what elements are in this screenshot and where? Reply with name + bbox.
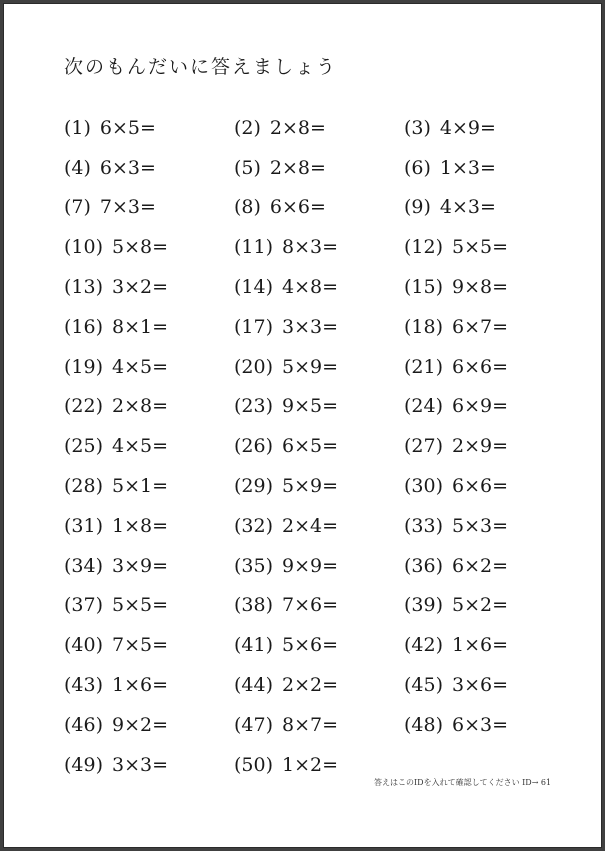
problem-number: (50) — [234, 753, 274, 776]
problem-expression: 5×8= — [112, 236, 169, 259]
problem-item — [234, 634, 404, 656]
problem-row — [64, 148, 584, 188]
problem-expression: 9×2= — [112, 713, 169, 736]
problem-item — [64, 594, 234, 616]
problem-item — [64, 475, 234, 497]
problem-expression: 3×6= — [452, 674, 509, 697]
problem-expression: 3×2= — [112, 276, 169, 299]
problem-item — [64, 515, 234, 537]
problem-item — [404, 634, 574, 656]
problem-item — [234, 754, 404, 776]
problem-item — [64, 634, 234, 656]
problem-item — [404, 196, 574, 218]
problem-expression: 1×2= — [282, 753, 339, 776]
problem-number: (8) — [234, 196, 261, 219]
problem-item — [234, 714, 404, 736]
problem-item — [64, 196, 234, 218]
problem-number: (12) — [404, 236, 444, 259]
problem-item — [64, 395, 234, 417]
problem-grid — [64, 108, 584, 785]
problem-number: (17) — [234, 315, 274, 338]
problem-number: (48) — [404, 713, 444, 736]
problem-expression: 8×7= — [282, 713, 339, 736]
problem-number: (11) — [234, 236, 274, 259]
problem-expression: 6×6= — [452, 355, 509, 378]
problem-row — [64, 546, 584, 586]
problem-number: (26) — [234, 435, 274, 458]
problem-number: (40) — [64, 634, 104, 657]
problem-number: (3) — [404, 116, 431, 139]
problem-number: (24) — [404, 395, 444, 418]
problem-number: (13) — [64, 276, 104, 299]
problem-expression: 7×6= — [282, 594, 339, 617]
problem-item — [404, 395, 574, 417]
problem-expression: 9×9= — [282, 554, 339, 577]
problem-item — [234, 236, 404, 258]
problem-expression: 6×7= — [452, 315, 509, 338]
problem-row — [64, 227, 584, 267]
problem-expression: 1×8= — [112, 514, 169, 537]
problem-expression: 6×5= — [282, 435, 339, 458]
problem-expression: 3×3= — [112, 753, 169, 776]
problem-expression: 7×5= — [112, 634, 169, 657]
problem-item — [64, 117, 234, 139]
problem-row — [64, 188, 584, 228]
problem-number: (14) — [234, 276, 274, 299]
problem-number: (46) — [64, 713, 104, 736]
problem-item — [404, 435, 574, 457]
problem-row — [64, 347, 584, 387]
problem-number: (41) — [234, 634, 274, 657]
problem-number: (29) — [234, 475, 274, 498]
problem-number: (19) — [64, 355, 104, 378]
problem-expression: 9×8= — [452, 276, 509, 299]
problem-item — [404, 236, 574, 258]
problem-expression: 6×6= — [269, 196, 326, 219]
problem-number: (18) — [404, 315, 444, 338]
problem-number: (27) — [404, 435, 444, 458]
problem-number: (36) — [404, 554, 444, 577]
problem-expression: 5×1= — [112, 475, 169, 498]
problem-row — [64, 705, 584, 745]
problem-number: (45) — [404, 674, 444, 697]
problem-expression: 6×5= — [99, 116, 156, 139]
problem-item — [64, 157, 234, 179]
problem-expression: 4×3= — [439, 196, 496, 219]
problem-expression: 5×5= — [112, 594, 169, 617]
problem-number: (43) — [64, 674, 104, 697]
problem-item — [234, 475, 404, 497]
problem-item — [64, 714, 234, 736]
problem-item — [234, 276, 404, 298]
page-title: 次のもんだいに答えましょう — [64, 56, 338, 78]
problem-number: (44) — [234, 674, 274, 697]
problem-number: (23) — [234, 395, 274, 418]
problem-expression: 6×2= — [452, 554, 509, 577]
problem-item — [234, 117, 404, 139]
problem-number: (31) — [64, 514, 104, 537]
problem-number: (10) — [64, 236, 104, 259]
problem-item — [64, 435, 234, 457]
problem-row — [64, 586, 584, 626]
problem-item — [404, 356, 574, 378]
problem-number: (28) — [64, 475, 104, 498]
problem-number: (6) — [404, 156, 431, 179]
problem-expression: 2×2= — [282, 674, 339, 697]
problem-row — [64, 426, 584, 466]
problem-item — [404, 555, 574, 577]
problem-item — [64, 276, 234, 298]
worksheet-page — [4, 4, 601, 847]
problem-number: (20) — [234, 355, 274, 378]
problem-number: (38) — [234, 594, 274, 617]
problem-number: (2) — [234, 116, 261, 139]
problem-expression: 5×2= — [452, 594, 509, 617]
problem-item — [404, 316, 574, 338]
problem-item — [404, 276, 574, 298]
problem-expression: 8×1= — [112, 315, 169, 338]
problem-item — [234, 356, 404, 378]
problem-expression: 5×6= — [282, 634, 339, 657]
problem-item — [404, 117, 574, 139]
problem-number: (39) — [404, 594, 444, 617]
problem-expression: 1×6= — [112, 674, 169, 697]
problem-number: (30) — [404, 475, 444, 498]
problem-item — [234, 594, 404, 616]
answer-id-note: 答えはこのIDを入れて確認してください ID→ 61 — [374, 778, 552, 787]
problem-number: (22) — [64, 395, 104, 418]
problem-expression: 5×3= — [452, 514, 509, 537]
problem-number: (33) — [404, 514, 444, 537]
problem-item — [404, 515, 574, 537]
problem-expression: 6×3= — [452, 713, 509, 736]
problem-item — [404, 157, 574, 179]
problem-expression: 8×3= — [282, 236, 339, 259]
problem-number: (21) — [404, 355, 444, 378]
problem-expression: 1×3= — [439, 156, 496, 179]
problem-expression: 6×3= — [99, 156, 156, 179]
problem-expression: 4×9= — [439, 116, 496, 139]
problem-item — [64, 754, 234, 776]
problem-expression: 4×8= — [282, 276, 339, 299]
problem-item — [64, 356, 234, 378]
problem-item — [404, 674, 574, 696]
problem-item — [234, 435, 404, 457]
problem-expression: 6×9= — [452, 395, 509, 418]
problem-expression: 6×6= — [452, 475, 509, 498]
problem-item — [234, 395, 404, 417]
problem-item — [234, 674, 404, 696]
problem-item — [234, 316, 404, 338]
problem-item — [64, 316, 234, 338]
problem-expression: 2×8= — [269, 156, 326, 179]
problem-number: (42) — [404, 634, 444, 657]
problem-expression: 2×8= — [269, 116, 326, 139]
problem-row — [64, 267, 584, 307]
problem-number: (47) — [234, 713, 274, 736]
problem-expression: 7×3= — [99, 196, 156, 219]
problem-expression: 2×9= — [452, 435, 509, 458]
problem-row — [64, 506, 584, 546]
problem-row — [64, 108, 584, 148]
problem-item — [234, 196, 404, 218]
problem-item — [234, 157, 404, 179]
problem-expression: 5×9= — [282, 475, 339, 498]
problem-row — [64, 466, 584, 506]
problem-number: (4) — [64, 156, 91, 179]
problem-number: (1) — [64, 116, 91, 139]
problem-number: (5) — [234, 156, 261, 179]
problem-row — [64, 307, 584, 347]
problem-number: (9) — [404, 196, 431, 219]
problem-expression: 5×9= — [282, 355, 339, 378]
problem-item — [64, 674, 234, 696]
problem-number: (34) — [64, 554, 104, 577]
problem-number: (35) — [234, 554, 274, 577]
problem-item — [64, 236, 234, 258]
problem-item — [404, 594, 574, 616]
problem-expression: 2×8= — [112, 395, 169, 418]
problem-expression: 2×4= — [282, 514, 339, 537]
problem-number: (32) — [234, 514, 274, 537]
problem-expression: 4×5= — [112, 435, 169, 458]
problem-row — [64, 625, 584, 665]
problem-row — [64, 665, 584, 705]
problem-item — [234, 515, 404, 537]
problem-number: (25) — [64, 435, 104, 458]
problem-item — [404, 475, 574, 497]
problem-expression: 5×5= — [452, 236, 509, 259]
problem-number: (49) — [64, 753, 104, 776]
problem-number: (7) — [64, 196, 91, 219]
problem-number: (15) — [404, 276, 444, 299]
problem-expression: 3×3= — [282, 315, 339, 338]
problem-item — [404, 714, 574, 736]
problem-number: (37) — [64, 594, 104, 617]
problem-item — [64, 555, 234, 577]
problem-expression: 4×5= — [112, 355, 169, 378]
problem-expression: 9×5= — [282, 395, 339, 418]
problem-row — [64, 387, 584, 427]
problem-expression: 1×6= — [452, 634, 509, 657]
problem-expression: 3×9= — [112, 554, 169, 577]
problem-number: (16) — [64, 315, 104, 338]
problem-item — [234, 555, 404, 577]
